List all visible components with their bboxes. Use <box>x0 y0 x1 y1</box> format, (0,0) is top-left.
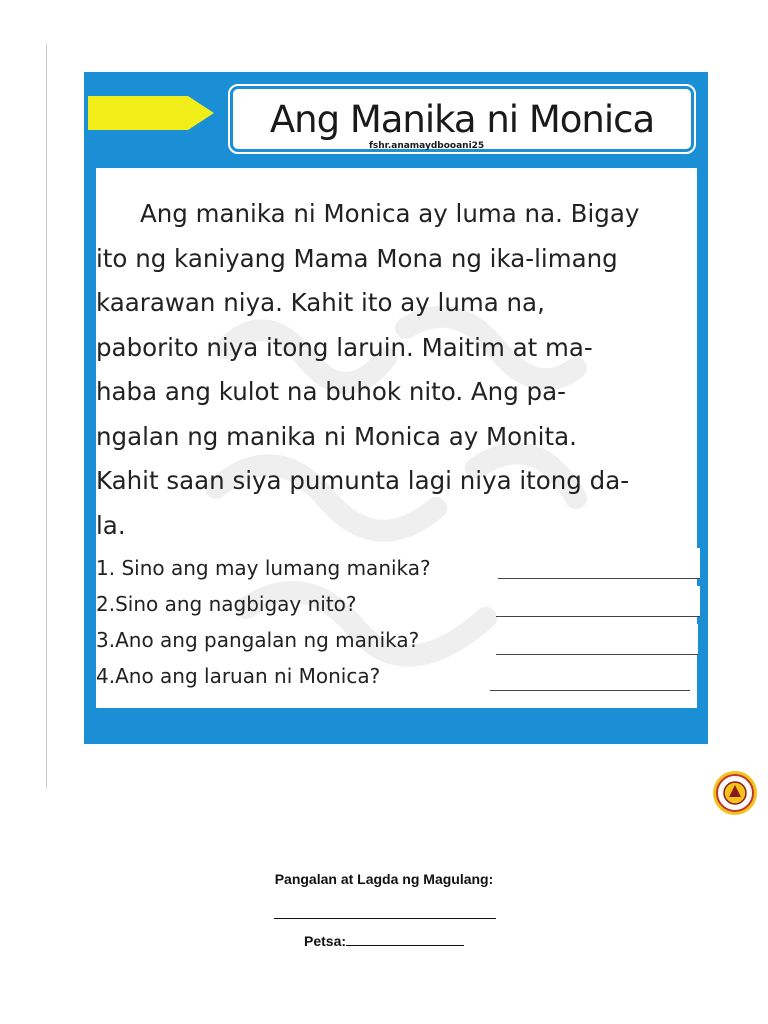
page-margin-line <box>46 44 47 788</box>
story-line: ngalan ng manika ni Monica ay Monita. <box>96 421 577 451</box>
school-seal-icon <box>712 770 758 816</box>
answer-field-3[interactable] <box>496 624 698 655</box>
answer-field-4[interactable] <box>490 660 690 691</box>
question-3: 3.Ano ang pangalan ng manika? <box>96 628 420 652</box>
story-line: Ang manika ni Monica ay luma na. Bigay <box>140 199 640 228</box>
credit-text: fshr.anamaydbooani25 <box>369 141 485 151</box>
question-1: 1. Sino ang may lumang manika? <box>96 556 431 580</box>
parent-signature-line[interactable] <box>274 906 496 919</box>
quote-text <box>228 784 718 809</box>
story-line: Kahit saan siya pumunta lagi niya itong da- <box>96 466 630 495</box>
date-line[interactable] <box>346 933 464 946</box>
date-label: Petsa: <box>304 933 347 949</box>
story-line: paborito niya itong laruin. Maitim at ma- <box>96 332 593 362</box>
story-line: haba ang kulot na buhok nito. Ang pa- <box>96 377 566 406</box>
story-line: kaarawan niya. Kahit ito ay luma na, <box>96 288 545 317</box>
quote-line-1: " Teaching children is an accomplishment; getting children excited about <box>256 784 690 796</box>
question-4: 4.Ano ang laruan ni Monica? <box>96 664 381 688</box>
quote-author: - Robert Meehan <box>522 798 598 807</box>
answer-field-2[interactable] <box>496 586 700 617</box>
quote-line-2: learning is an achievement." <box>348 796 519 808</box>
date-row <box>304 933 464 949</box>
story-text <box>96 192 696 548</box>
answer-field-1[interactable] <box>498 548 700 579</box>
story-line: ito ng kaniyang Mama Mona ng ika-limang <box>96 243 618 273</box>
parent-signature-label: Pangalan at Lagda ng Magulang: <box>274 871 494 887</box>
worksheet-title: Ang Manika ni Monica <box>269 97 655 141</box>
arrow-banner-icon <box>88 96 214 130</box>
story-line: la. <box>96 510 126 540</box>
question-2: 2.Sino ang nagbigay nito? <box>96 592 357 616</box>
